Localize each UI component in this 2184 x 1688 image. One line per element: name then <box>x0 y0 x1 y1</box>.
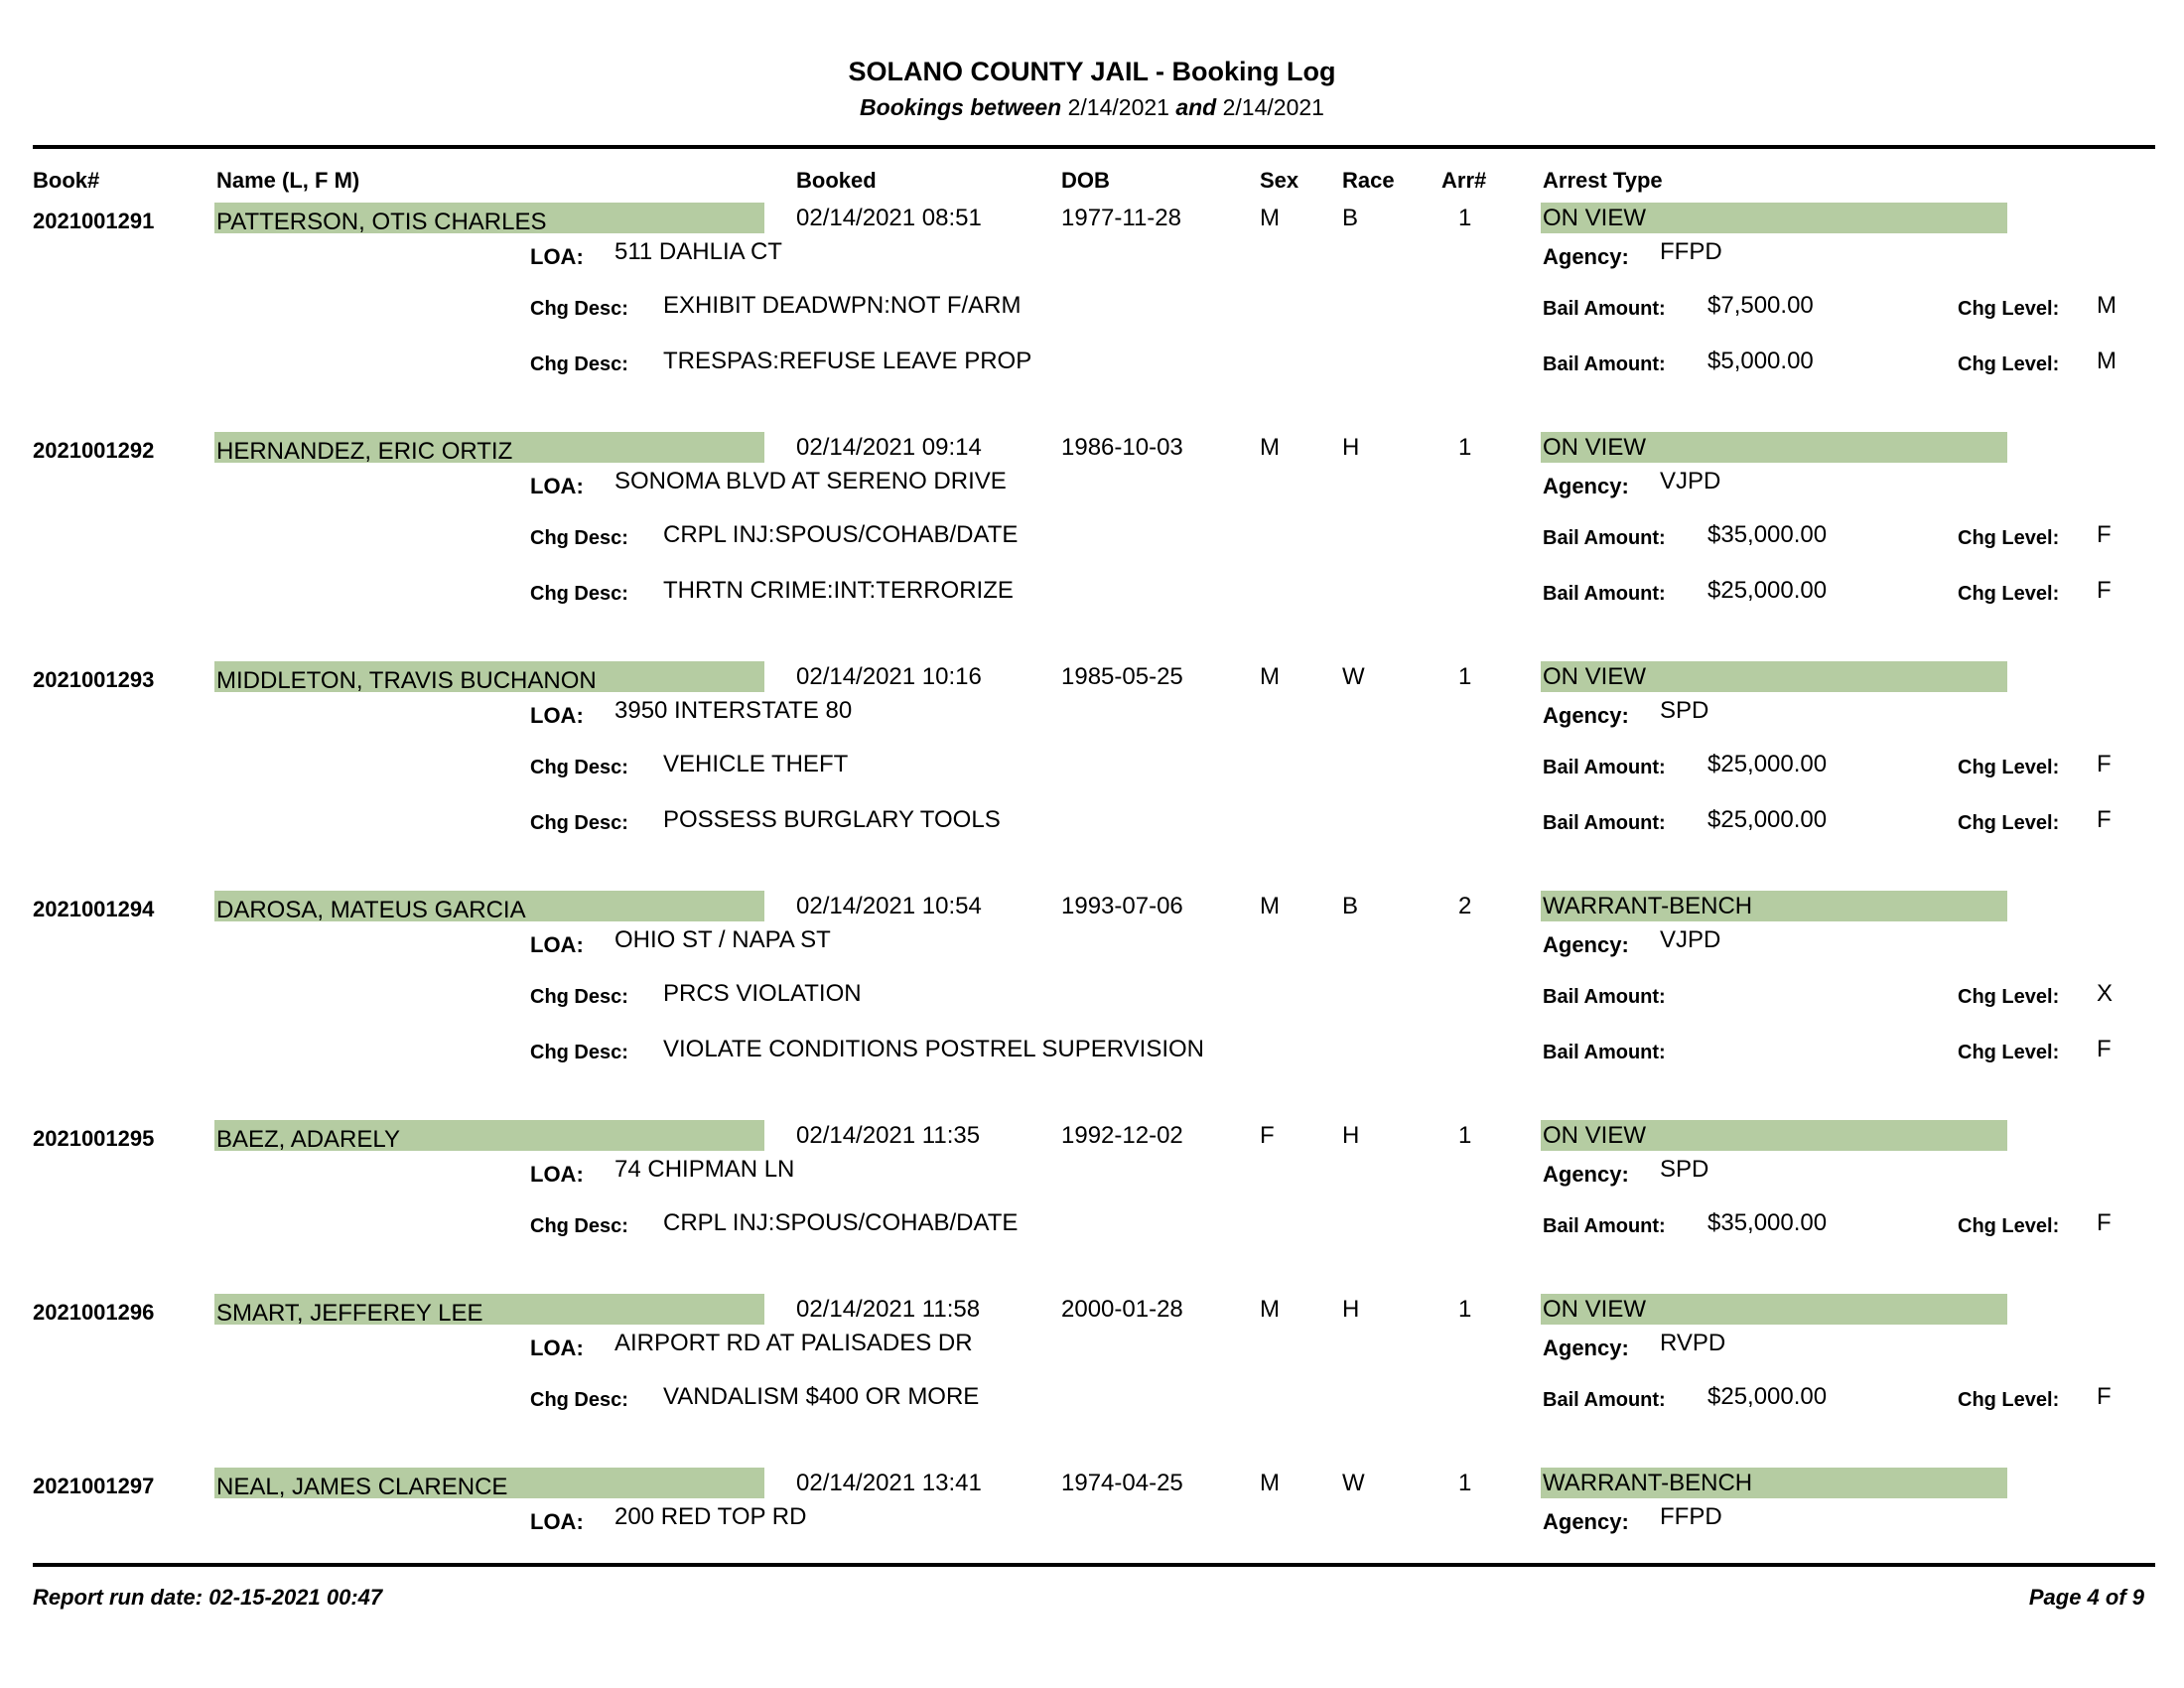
loa-value: 3950 INTERSTATE 80 <box>614 697 853 724</box>
subtitle-prefix: Bookings between <box>860 94 1062 120</box>
bail-amount-label: Bail Amount: <box>1543 986 1666 1008</box>
bail-amount-label: Bail Amount: <box>1543 527 1666 549</box>
charge-level: F <box>2097 577 2112 604</box>
bail-amount-label: Bail Amount: <box>1543 812 1666 834</box>
book-number: 2021001291 <box>33 209 155 233</box>
date-of-birth: 1992-12-02 <box>1061 1122 1183 1149</box>
charge-desc: THRTN CRIME:INT:TERRORIZE <box>663 577 1014 604</box>
charge-desc: EXHIBIT DEADWPN:NOT F/ARM <box>663 292 1022 319</box>
date-to: 2/14/2021 <box>1222 94 1324 120</box>
inmate-name: MIDDLETON, TRAVIS BUCHANON <box>216 667 597 694</box>
charge-level: F <box>2097 1036 2112 1062</box>
loa-label: LOA: <box>530 474 584 498</box>
bail-amount: $25,000.00 <box>1707 751 1828 777</box>
booked-datetime: 02/14/2021 13:41 <box>796 1470 982 1496</box>
booking-record <box>0 893 2184 1095</box>
booking-record <box>0 1470 2184 1672</box>
book-number: 2021001296 <box>33 1300 155 1325</box>
arrest-type: ON VIEW <box>1543 1122 1647 1149</box>
charge-level-label: Chg Level: <box>1958 986 2060 1008</box>
bail-amount-label: Bail Amount: <box>1543 353 1666 375</box>
bail-amount-label: Bail Amount: <box>1543 1042 1666 1063</box>
charge-level: F <box>2097 806 2112 833</box>
agency-value: SPD <box>1660 1156 1709 1183</box>
charge-level-label: Chg Level: <box>1958 1389 2060 1411</box>
arrest-type: ON VIEW <box>1543 434 1647 461</box>
book-number: 2021001292 <box>33 438 155 463</box>
agency-value: VJPD <box>1660 468 1721 494</box>
race-value: B <box>1342 205 1359 231</box>
date-of-birth: 1985-05-25 <box>1061 663 1183 690</box>
bail-amount: $25,000.00 <box>1707 806 1828 833</box>
charge-level-label: Chg Level: <box>1958 583 2060 605</box>
loa-value: SONOMA BLVD AT SERENO DRIVE <box>614 468 1007 494</box>
arrest-type: WARRANT-BENCH <box>1543 1470 1753 1496</box>
agency-label: Agency: <box>1543 244 1629 269</box>
report-run-date: Report run date: 02-15-2021 00:47 <box>33 1585 383 1610</box>
race-value: H <box>1342 1296 1360 1323</box>
booked-datetime: 02/14/2021 08:51 <box>796 205 982 231</box>
charge-level-label: Chg Level: <box>1958 527 2060 549</box>
charge-desc-label: Chg Desc: <box>530 353 628 375</box>
col-header-sex: Sex <box>1260 168 1299 193</box>
loa-label: LOA: <box>530 1162 584 1187</box>
charge-desc: CRPL INJ:SPOUS/COHAB/DATE <box>663 1209 1019 1236</box>
charge-desc-label: Chg Desc: <box>530 1042 628 1063</box>
sex-value: F <box>1260 1122 1275 1149</box>
date-of-birth: 1993-07-06 <box>1061 893 1183 919</box>
arrest-count: 1 <box>1458 1296 1472 1323</box>
agency-value: VJPD <box>1660 926 1721 953</box>
date-from: 2/14/2021 <box>1067 94 1169 120</box>
arrest-type: ON VIEW <box>1543 663 1647 690</box>
charge-desc-label: Chg Desc: <box>530 812 628 834</box>
booked-datetime: 02/14/2021 11:35 <box>796 1122 981 1149</box>
bail-amount-label: Bail Amount: <box>1543 583 1666 605</box>
inmate-name: PATTERSON, OTIS CHARLES <box>216 209 547 235</box>
charge-level-label: Chg Level: <box>1958 353 2060 375</box>
loa-value: OHIO ST / NAPA ST <box>614 926 831 953</box>
charge-row <box>0 521 2184 561</box>
charge-level-label: Chg Level: <box>1958 298 2060 320</box>
charge-desc: VANDALISM $400 OR MORE <box>663 1383 980 1410</box>
charge-row <box>0 577 2184 617</box>
charge-level: X <box>2097 980 2114 1007</box>
sex-value: M <box>1260 893 1280 919</box>
loa-label: LOA: <box>530 703 584 728</box>
loa-value: 74 CHIPMAN LN <box>614 1156 795 1183</box>
booked-datetime: 02/14/2021 09:14 <box>796 434 982 461</box>
col-header-dob: DOB <box>1061 168 1110 193</box>
charge-level-label: Chg Level: <box>1958 757 2060 778</box>
charge-row <box>0 1383 2184 1423</box>
agency-label: Agency: <box>1543 1509 1629 1534</box>
arrest-type: WARRANT-BENCH <box>1543 893 1753 919</box>
col-header-arr: Arr# <box>1441 168 1487 193</box>
bail-amount: $35,000.00 <box>1707 1209 1828 1236</box>
charge-desc: POSSESS BURGLARY TOOLS <box>663 806 1001 833</box>
booked-datetime: 02/14/2021 10:16 <box>796 663 982 690</box>
booked-datetime: 02/14/2021 10:54 <box>796 893 982 919</box>
race-value: W <box>1342 663 1365 690</box>
charge-row <box>0 980 2184 1020</box>
col-header-name: Name (L, F M) <box>216 168 360 193</box>
inmate-name: NEAL, JAMES CLARENCE <box>216 1474 508 1500</box>
charge-row <box>0 348 2184 387</box>
charge-desc-label: Chg Desc: <box>530 757 628 778</box>
loa-label: LOA: <box>530 1509 584 1534</box>
bail-amount: $7,500.00 <box>1707 292 1814 319</box>
booking-record <box>0 205 2184 407</box>
inmate-name: HERNANDEZ, ERIC ORTIZ <box>216 438 513 465</box>
agency-label: Agency: <box>1543 703 1629 728</box>
race-value: W <box>1342 1470 1365 1496</box>
inmate-name: BAEZ, ADARELY <box>216 1126 400 1153</box>
bail-amount-label: Bail Amount: <box>1543 1215 1666 1237</box>
agency-label: Agency: <box>1543 1336 1629 1360</box>
agency-value: FFPD <box>1660 238 1722 265</box>
charge-desc-label: Chg Desc: <box>530 1389 628 1411</box>
race-value: H <box>1342 434 1360 461</box>
loa-value: AIRPORT RD AT PALISADES DR <box>614 1330 973 1356</box>
loa-label: LOA: <box>530 1336 584 1360</box>
sex-value: M <box>1260 1470 1280 1496</box>
charge-level: F <box>2097 751 2112 777</box>
booking-record <box>0 434 2184 636</box>
loa-label: LOA: <box>530 244 584 269</box>
arrest-type: ON VIEW <box>1543 1296 1647 1323</box>
sex-value: M <box>1260 205 1280 231</box>
agency-value: SPD <box>1660 697 1709 724</box>
charge-level: F <box>2097 1383 2112 1410</box>
charge-level-label: Chg Level: <box>1958 812 2060 834</box>
charge-desc: TRESPAS:REFUSE LEAVE PROP <box>663 348 1032 374</box>
arrest-count: 1 <box>1458 205 1472 231</box>
inmate-name: DAROSA, MATEUS GARCIA <box>216 897 526 923</box>
arrest-count: 1 <box>1458 434 1472 461</box>
agency-label: Agency: <box>1543 474 1629 498</box>
charge-desc: VEHICLE THEFT <box>663 751 849 777</box>
charge-desc-label: Chg Desc: <box>530 986 628 1008</box>
charge-desc: CRPL INJ:SPOUS/COHAB/DATE <box>663 521 1019 548</box>
arrest-count: 1 <box>1458 663 1472 690</box>
charge-desc: PRCS VIOLATION <box>663 980 862 1007</box>
loa-label: LOA: <box>530 932 584 957</box>
charge-desc-label: Chg Desc: <box>530 298 628 320</box>
sex-value: M <box>1260 1296 1280 1323</box>
sex-value: M <box>1260 434 1280 461</box>
charge-desc-label: Chg Desc: <box>530 583 628 605</box>
book-number: 2021001297 <box>33 1474 155 1498</box>
date-of-birth: 1986-10-03 <box>1061 434 1183 461</box>
date-of-birth: 2000-01-28 <box>1061 1296 1183 1323</box>
agency-value: RVPD <box>1660 1330 1726 1356</box>
bail-amount-label: Bail Amount: <box>1543 1389 1666 1411</box>
book-number: 2021001294 <box>33 897 155 921</box>
loa-value: 200 RED TOP RD <box>614 1503 807 1530</box>
bottom-divider <box>33 1563 2155 1567</box>
charge-level-label: Chg Level: <box>1958 1042 2060 1063</box>
arrest-type: ON VIEW <box>1543 205 1647 231</box>
report-subtitle <box>0 94 2184 121</box>
charge-row <box>0 1209 2184 1249</box>
charge-desc: VIOLATE CONDITIONS POSTREL SUPERVISION <box>663 1036 1205 1062</box>
top-divider <box>33 145 2155 149</box>
arrest-count: 1 <box>1458 1470 1472 1496</box>
arrest-count: 2 <box>1458 893 1472 919</box>
booked-datetime: 02/14/2021 11:58 <box>796 1296 981 1323</box>
sex-value: M <box>1260 663 1280 690</box>
charge-row <box>0 292 2184 332</box>
charge-desc-label: Chg Desc: <box>530 527 628 549</box>
agency-label: Agency: <box>1543 932 1629 957</box>
report-title: SOLANO COUNTY JAIL - Booking Log <box>848 57 1336 86</box>
col-header-race: Race <box>1342 168 1395 193</box>
bail-amount: $25,000.00 <box>1707 1383 1828 1410</box>
charge-row <box>0 806 2184 846</box>
charge-level: M <box>2097 292 2116 319</box>
charge-level-label: Chg Level: <box>1958 1215 2060 1237</box>
col-header-booked: Booked <box>796 168 877 193</box>
bail-amount: $35,000.00 <box>1707 521 1828 548</box>
bail-amount: $25,000.00 <box>1707 577 1828 604</box>
charge-desc-label: Chg Desc: <box>530 1215 628 1237</box>
charge-level: F <box>2097 1209 2112 1236</box>
subtitle-and: and <box>1175 94 1217 120</box>
col-header-arrest-type: Arrest Type <box>1543 168 1663 193</box>
bail-amount-label: Bail Amount: <box>1543 298 1666 320</box>
charge-row <box>0 1036 2184 1075</box>
bail-amount: $5,000.00 <box>1707 348 1814 374</box>
agency-label: Agency: <box>1543 1162 1629 1187</box>
page-number: Page 4 of 9 <box>2028 1585 2144 1610</box>
date-of-birth: 1974-04-25 <box>1061 1470 1183 1496</box>
charge-level: F <box>2097 521 2112 548</box>
col-header-book: Book# <box>33 168 100 193</box>
agency-value: FFPD <box>1660 1503 1722 1530</box>
charge-row <box>0 751 2184 790</box>
date-of-birth: 1977-11-28 <box>1061 205 1181 231</box>
bail-amount-label: Bail Amount: <box>1543 757 1666 778</box>
race-value: B <box>1342 893 1359 919</box>
booking-record <box>0 663 2184 866</box>
arrest-count: 1 <box>1458 1122 1472 1149</box>
book-number: 2021001295 <box>33 1126 155 1151</box>
race-value: H <box>1342 1122 1360 1149</box>
book-number: 2021001293 <box>33 667 155 692</box>
inmate-name: SMART, JEFFEREY LEE <box>216 1300 483 1327</box>
charge-level: M <box>2097 348 2116 374</box>
loa-value: 511 DAHLIA CT <box>614 238 782 265</box>
